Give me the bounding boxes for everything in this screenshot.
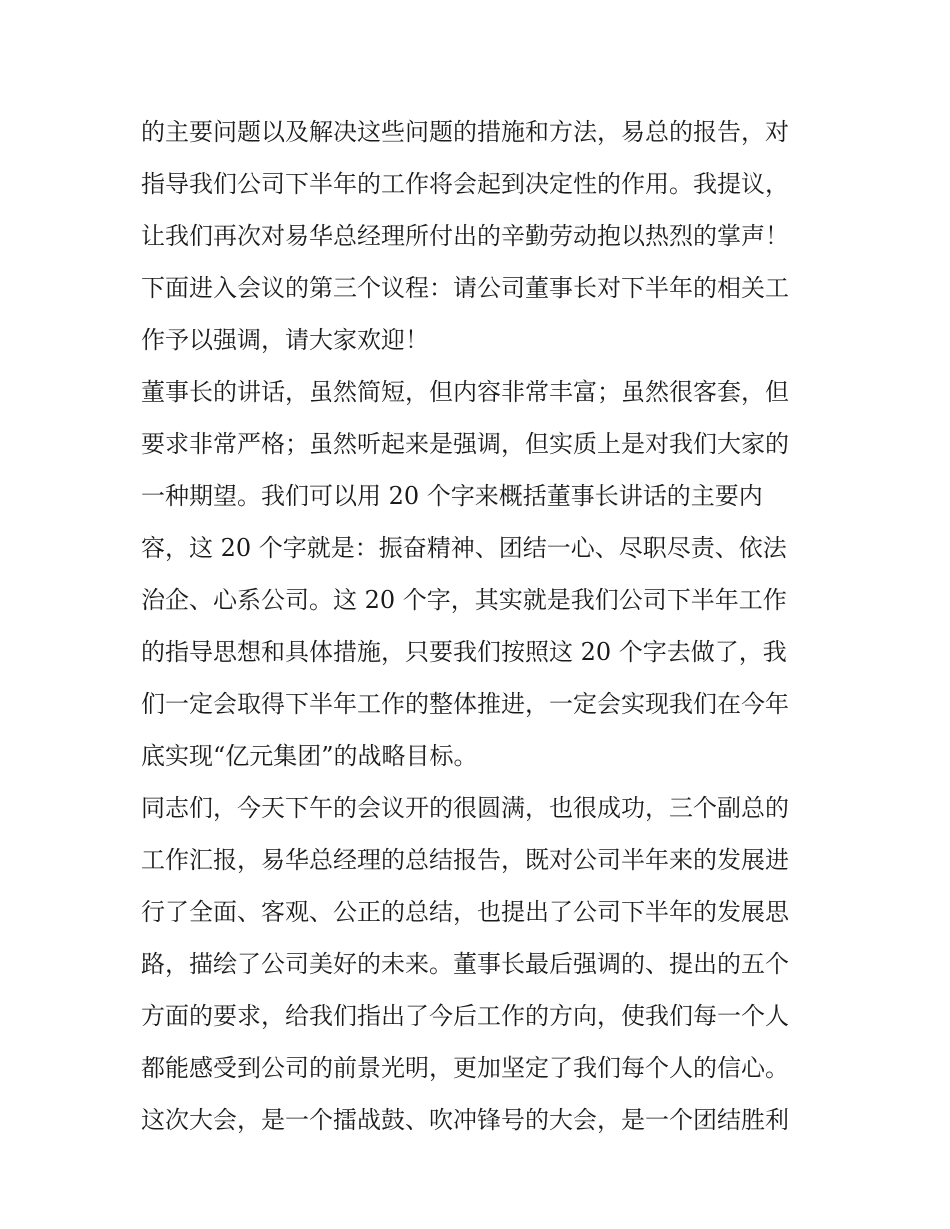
body-text (141, 106, 821, 1146)
text-line: 同志们，今天下午的会议开的很圆满，也很成功，三个副总的 (141, 794, 789, 822)
text-line: 的指导思想和具体措施，只要我们按照这 20 个字去做了，我 (141, 638, 787, 666)
text-line: 指导我们公司下半年的工作将会起到决定性的作用。我提议， (141, 170, 789, 198)
text-line: 容，这 20 个字就是：振奋精神、团结一心、尽职尽责、依法 (141, 534, 787, 562)
text-line: 作予以强调，请大家欢迎！ (141, 326, 429, 354)
text-line: 都能感受到公司的前景光明，更加坚定了我们每个人的信心。 (141, 1054, 789, 1082)
text-line: 让我们再次对易华总经理所付出的辛勤劳动抱以热烈的掌声！ (141, 222, 789, 250)
text-line: 们一定会取得下半年工作的整体推进，一定会实现我们在今年 (141, 690, 789, 718)
text-line: 方面的要求，给我们指出了今后工作的方向，使我们每一个人 (141, 1002, 789, 1030)
text-line: 路，描绘了公司美好的未来。董事长最后强调的、提出的五个 (141, 950, 789, 978)
text-line: 要求非常严格；虽然听起来是强调，但实质上是对我们大家的 (141, 430, 789, 458)
text-line: 这次大会，是一个擂战鼓、吹冲锋号的大会，是一个团结胜利 (141, 1106, 789, 1134)
text-line: 董事长的讲话，虽然简短，但内容非常丰富；虽然很客套，但 (141, 378, 789, 406)
text-line: 治企、心系公司。这 20 个字，其实就是我们公司下半年工作 (141, 586, 787, 614)
text-line: 的主要问题以及解决这些问题的措施和方法，易总的报告，对 (141, 118, 789, 146)
text-line: 行了全面、客观、公正的总结，也提出了公司下半年的发展思 (141, 898, 789, 926)
text-line: 工作汇报，易华总经理的总结报告，既对公司半年来的发展进 (141, 846, 789, 874)
text-line: 下面进入会议的第三个议程：请公司董事长对下半年的相关工 (141, 274, 789, 302)
text-line: 一种期望。我们可以用 20 个字来概括董事长讲话的主要内 (141, 482, 763, 510)
text-line: 底实现“亿元集团”的战略目标。 (141, 742, 478, 770)
